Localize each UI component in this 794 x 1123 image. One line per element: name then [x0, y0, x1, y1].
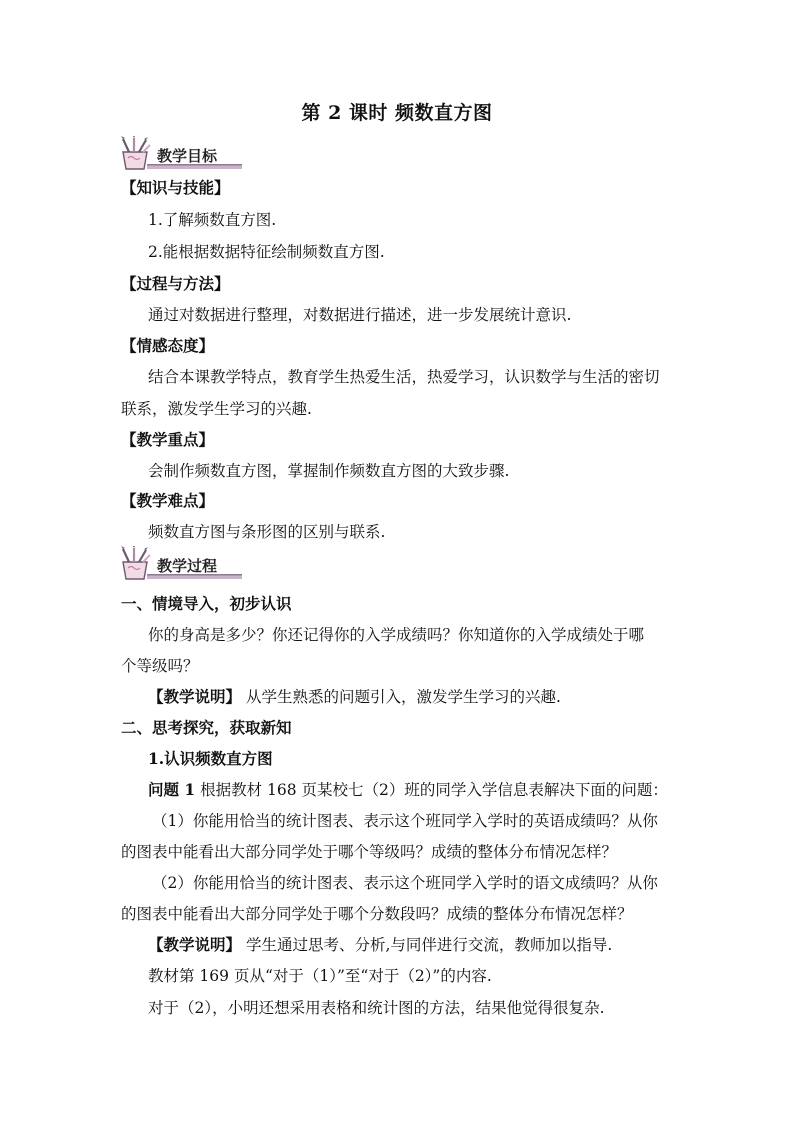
question-1a-line2: 的图表中能看出大部分同学处于哪个等级吗？成绩的整体分布情况怎样？: [121, 843, 618, 861]
textbook-reference: 教材第 169 页从“对于（1）”至“对于（2）”的内容.: [148, 967, 492, 985]
question-label: 问题 1: [148, 780, 196, 799]
knowledge-item-2: 2.能根据数据特征绘制频数直方图.: [148, 243, 385, 261]
section-label-process: 教学过程: [157, 557, 218, 575]
heading-part1: 一、情境导入，初步认识: [121, 594, 292, 613]
teaching-note-2: [148, 933, 612, 955]
part1-text-line1: 你的身高是多少？你还记得你的入学成绩吗？你知道你的入学成绩处于哪: [148, 626, 645, 644]
part1-note: [148, 685, 561, 707]
key-point-text: 会制作频数直方图，掌握制作频数直方图的大致步骤.: [148, 462, 510, 480]
section-header-objectives: [117, 136, 242, 174]
question-1a-line1: （1）你能用恰当的统计图表、表示这个班同学入学时的英语成绩吗？从你: [152, 812, 658, 830]
note-label: 【教学说明】: [148, 935, 242, 954]
emotion-text-line1: 结合本课教学特点，教育学生热爱生活，热爱学习，认识数学与生活的密切: [148, 368, 660, 386]
question-1b-line2: 的图表中能看出大部分同学处于哪个分数段吗？成绩的整体分布情况怎样？: [121, 905, 633, 923]
question-text: 根据教材 168 页某校七（2）班的同学入学信息表解决下面的问题：: [195, 781, 668, 799]
heading-difficult-point: 【教学难点】: [121, 491, 215, 510]
note-label: 【教学说明】: [148, 687, 242, 706]
section-label-objectives: 教学目标: [157, 147, 218, 165]
note-text: 学生通过思考、分析,与同伴进行交流，教师加以指导.: [241, 936, 613, 954]
emotion-text-line2: 联系，激发学生学习的兴趣.: [121, 400, 312, 418]
heading-part2: 二、思考探究，获取新知: [121, 718, 292, 737]
heading-process: 【过程与方法】: [121, 274, 230, 293]
part1-text-line2: 个等级吗？: [121, 657, 199, 675]
note-text: 从学生熟悉的问题引入，激发学生学习的兴趣.: [241, 688, 561, 706]
page-title: 第 2 课时 频数直方图: [301, 102, 493, 124]
difficult-point-text: 频数直方图与条形图的区别与联系.: [148, 523, 386, 541]
subheading-histogram: 1.认识频数直方图: [148, 749, 273, 768]
question-1: [148, 778, 668, 800]
process-text: 通过对数据进行整理，对数据进行描述，进一步发展统计意识.: [148, 306, 572, 324]
question-1b-line1: （2）你能用恰当的统计图表、表示这个班同学入学时的语文成绩吗？从你: [152, 874, 658, 892]
closing-text: 对于（2），小明还想采用表格和统计图的方法，结果他觉得很复杂.: [148, 999, 605, 1017]
heading-knowledge: 【知识与技能】: [121, 178, 230, 197]
heading-emotion: 【情感态度】: [121, 336, 215, 355]
knowledge-item-1: 1.了解频数直方图.: [148, 211, 277, 229]
section-header-process: [117, 546, 242, 584]
heading-key-point: 【教学重点】: [121, 430, 215, 449]
